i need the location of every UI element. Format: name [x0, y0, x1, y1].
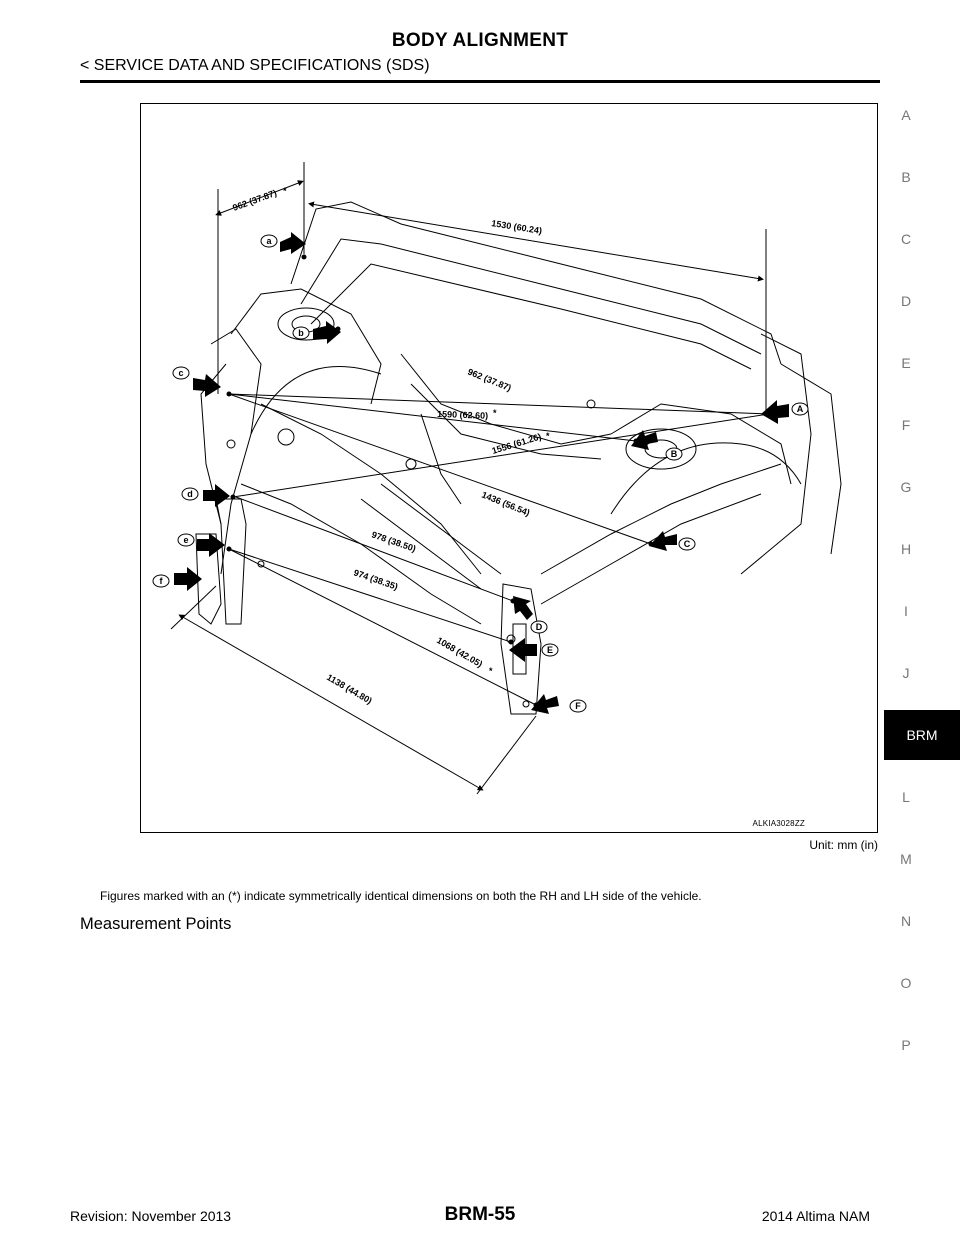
vehicle-front-structure-drawing: [141, 104, 878, 833]
svg-text:A: A: [796, 404, 804, 414]
dimension-label: 978 (38.50): [370, 529, 418, 554]
footer-revision: Revision: November 2013: [70, 1208, 232, 1224]
svg-text:f: f: [159, 576, 163, 586]
dimension-label: 1138 (44.80): [325, 672, 374, 707]
point-label-e: [178, 534, 194, 546]
svg-text:e: e: [183, 535, 189, 545]
side-index-letter[interactable]: M: [900, 851, 912, 867]
asterisk-mark: *: [493, 408, 497, 418]
unit-note: Unit: mm (in): [809, 838, 878, 852]
arrow-b-icon: [313, 321, 341, 344]
dimension-label: 962 (37.87): [231, 187, 278, 213]
measurement-point-dots: [227, 255, 772, 708]
svg-text:b: b: [298, 328, 304, 338]
point-label-D: [531, 621, 547, 633]
side-index-letter[interactable]: B: [901, 169, 911, 185]
svg-text:B: B: [670, 449, 678, 459]
pointer-arrows: [174, 232, 789, 714]
svg-text:d: d: [187, 489, 193, 499]
point-label-C: [679, 538, 695, 550]
svg-text:E: E: [546, 645, 554, 655]
side-index-letter[interactable]: D: [900, 293, 912, 309]
dimension-label: 962 (37.87): [466, 366, 513, 394]
arrow-e-icon: [197, 533, 225, 557]
side-index-active-tab[interactable]: BRM: [884, 710, 960, 760]
point-label-A: [792, 403, 808, 415]
point-label-F: [570, 700, 586, 712]
dimension-label: 1590 (62.60): [436, 409, 489, 421]
body-alignment-figure: [140, 103, 878, 833]
footer-page-number: BRM-55: [444, 1204, 516, 1225]
point-label-f: [153, 575, 169, 587]
arrow-D-icon: [513, 596, 533, 620]
figure-code: ALKIA3028ZZ: [752, 819, 805, 828]
point-label-b: [293, 327, 309, 339]
side-index-letter[interactable]: G: [900, 479, 912, 495]
dimension-label: 974 (38.35): [352, 567, 400, 592]
svg-text:a: a: [266, 236, 272, 246]
side-index-letter[interactable]: P: [901, 1037, 911, 1053]
svg-text:F: F: [575, 701, 581, 711]
side-index-letter[interactable]: L: [902, 789, 910, 805]
dimension-labels: [231, 186, 550, 706]
point-label-E: [542, 644, 558, 656]
side-index-letter[interactable]: N: [900, 913, 912, 929]
dimension-label: 1530 (60.24): [490, 218, 543, 236]
side-index-letter[interactable]: E: [901, 355, 911, 371]
asterisk-mark: *: [489, 666, 493, 676]
side-index-letter[interactable]: F: [901, 417, 911, 433]
dimension-lines: [171, 162, 769, 794]
arrow-c-icon: [193, 374, 221, 397]
side-index-letter[interactable]: H: [900, 541, 912, 557]
asterisk-mark: *: [283, 186, 287, 196]
svg-text:c: c: [178, 368, 184, 378]
arrow-d-icon: [203, 484, 230, 507]
dimension-label: 1068 (42.05): [435, 635, 485, 670]
symmetry-note: Figures marked with an (*) indicate symmetrically identical dimensions on both the RH and LH side of the vehicle.: [100, 889, 702, 903]
point-label-d: [182, 488, 198, 500]
side-index-letter[interactable]: I: [904, 603, 908, 619]
header-divider: [80, 80, 880, 83]
page-title: BODY ALIGNMENT: [391, 30, 569, 51]
footer-model: 2014 Altima NAM: [761, 1208, 870, 1224]
section-heading: Measurement Points: [80, 915, 232, 933]
point-label-a: [261, 235, 277, 247]
side-index-letter[interactable]: A: [901, 107, 911, 123]
arrow-A-icon: [761, 400, 789, 424]
asterisk-mark: *: [546, 431, 550, 441]
side-index-letter[interactable]: J: [902, 665, 910, 681]
side-index-letter[interactable]: C: [900, 231, 912, 247]
section-breadcrumb: < SERVICE DATA AND SPECIFICATIONS (SDS): [80, 57, 430, 74]
arrow-C-icon: [649, 531, 677, 551]
point-label-c: [173, 367, 189, 379]
side-index-letter[interactable]: O: [900, 975, 912, 991]
svg-text:C: C: [683, 539, 691, 549]
dimension-label: 1436 (56.54): [480, 489, 532, 518]
body-structure-outline: [196, 202, 841, 714]
dimension-label: 1556 (61.26): [490, 431, 543, 456]
svg-text:D: D: [535, 622, 543, 632]
point-label-B: [666, 448, 682, 460]
